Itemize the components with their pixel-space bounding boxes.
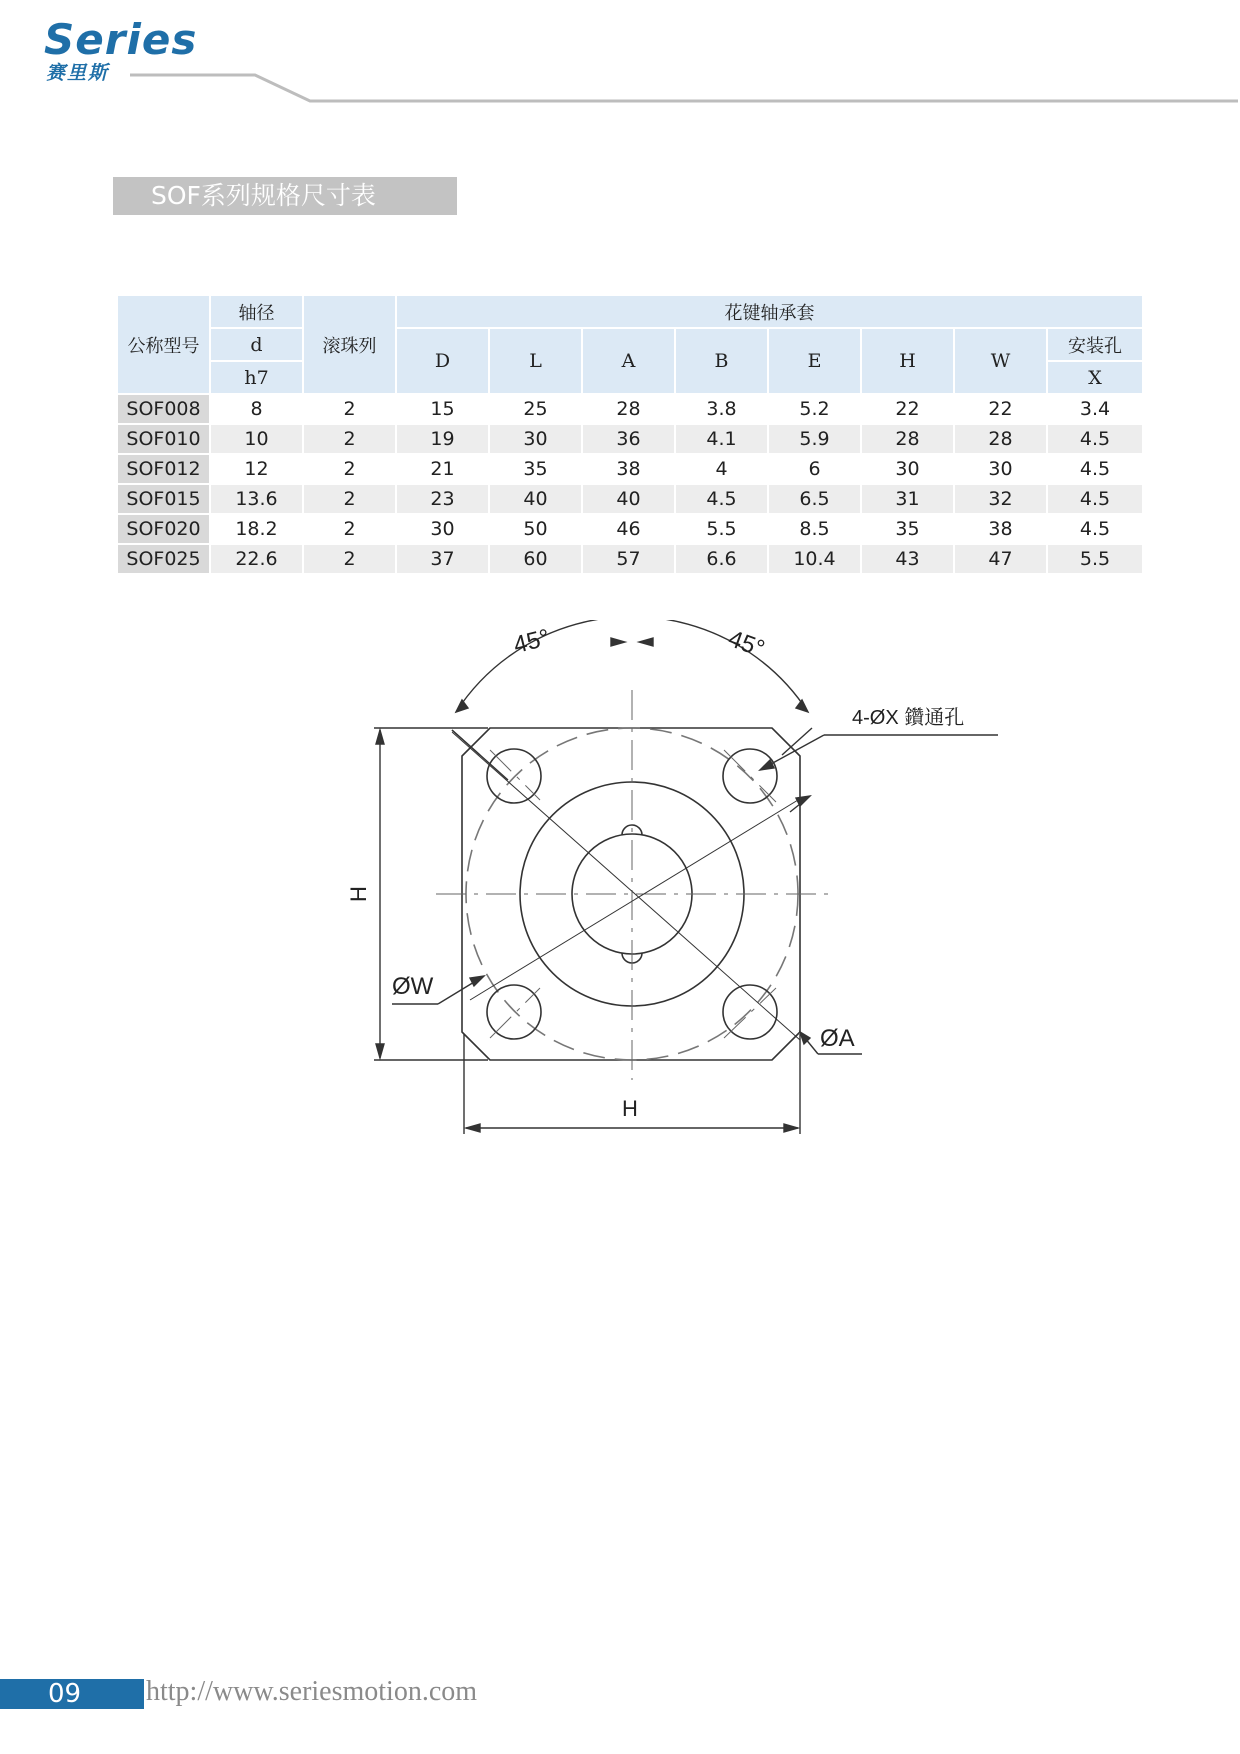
header-B: B: [675, 328, 768, 394]
header-E: E: [768, 328, 861, 394]
value-cell: 6.5: [768, 484, 861, 514]
value-cell: 4.5: [1047, 514, 1143, 544]
value-cell: 4.5: [1047, 484, 1143, 514]
spec-table: [116, 294, 1144, 575]
value-cell: 12: [210, 454, 303, 484]
value-cell: 4.5: [1047, 454, 1143, 484]
value-cell: 43: [861, 544, 954, 574]
dim-w-label: ØW: [392, 973, 434, 1000]
header-shaft-d: d: [210, 328, 303, 361]
header-H: H: [861, 328, 954, 394]
value-cell: 57: [582, 544, 675, 574]
value-cell: 28: [582, 394, 675, 424]
angle-right-label: 45°: [724, 625, 769, 663]
value-cell: 2: [303, 484, 396, 514]
header-L: L: [489, 328, 582, 394]
value-cell: 28: [954, 424, 1047, 454]
header-D: D: [396, 328, 489, 394]
model-cell: SOF012: [117, 454, 210, 484]
value-cell: 3.8: [675, 394, 768, 424]
table-row: [117, 544, 1143, 574]
value-cell: 31: [861, 484, 954, 514]
value-cell: 5.5: [1047, 544, 1143, 574]
value-cell: 10: [210, 424, 303, 454]
table-row: [117, 484, 1143, 514]
hole-callout: 4-ØX 鑽通孔: [852, 707, 965, 729]
header-mount-x: X: [1047, 361, 1143, 394]
value-cell: 2: [303, 514, 396, 544]
value-cell: 35: [489, 454, 582, 484]
model-cell: SOF020: [117, 514, 210, 544]
value-cell: 50: [489, 514, 582, 544]
value-cell: 2: [303, 544, 396, 574]
dim-h-vertical: H: [346, 886, 371, 902]
value-cell: 6.6: [675, 544, 768, 574]
value-cell: 30: [954, 454, 1047, 484]
header-shaft-h7: h7: [210, 361, 303, 394]
table-header-row: [117, 295, 1143, 328]
value-cell: 19: [396, 424, 489, 454]
value-cell: 5.5: [675, 514, 768, 544]
value-cell: 2: [303, 424, 396, 454]
header-group: 花键轴承套: [396, 295, 1143, 328]
value-cell: 40: [582, 484, 675, 514]
value-cell: 60: [489, 544, 582, 574]
value-cell: 46: [582, 514, 675, 544]
value-cell: 10.4: [768, 544, 861, 574]
table-body: [117, 394, 1143, 574]
value-cell: 4.5: [675, 484, 768, 514]
value-cell: 8.5: [768, 514, 861, 544]
value-cell: 3.4: [1047, 394, 1143, 424]
website-url[interactable]: http://www.seriesmotion.com: [146, 1676, 478, 1707]
model-cell: SOF008: [117, 394, 210, 424]
value-cell: 37: [396, 544, 489, 574]
value-cell: 5.9: [768, 424, 861, 454]
value-cell: 30: [396, 514, 489, 544]
value-cell: 22.6: [210, 544, 303, 574]
model-cell: SOF010: [117, 424, 210, 454]
header-mount: 安装孔: [1047, 328, 1143, 361]
value-cell: 4.5: [1047, 424, 1143, 454]
value-cell: 35: [861, 514, 954, 544]
mount-hole-tl: [487, 749, 541, 803]
value-cell: 8: [210, 394, 303, 424]
value-cell: 15: [396, 394, 489, 424]
value-cell: 23: [396, 484, 489, 514]
header-shaft: 轴径: [210, 295, 303, 328]
header-W: W: [954, 328, 1047, 394]
dim-a-label: ØA: [820, 1025, 855, 1052]
value-cell: 38: [582, 454, 675, 484]
value-cell: 30: [489, 424, 582, 454]
angle-left-label: 45°: [510, 624, 553, 660]
value-cell: 30: [861, 454, 954, 484]
dim-h-horizontal: H: [622, 1096, 638, 1121]
header-model: 公称型号: [117, 295, 210, 394]
value-cell: 40: [489, 484, 582, 514]
table-row: [117, 394, 1143, 424]
section-title: SOF系列规格尺寸表: [113, 177, 457, 215]
logo-wordmark: Series: [44, 15, 198, 64]
value-cell: 6: [768, 454, 861, 484]
company-logo: [44, 15, 198, 84]
value-cell: 47: [954, 544, 1047, 574]
model-cell: SOF015: [117, 484, 210, 514]
header-A: A: [582, 328, 675, 394]
table-row: [117, 514, 1143, 544]
value-cell: 21: [396, 454, 489, 484]
value-cell: 18.2: [210, 514, 303, 544]
value-cell: 5.2: [768, 394, 861, 424]
value-cell: 4.1: [675, 424, 768, 454]
value-cell: 2: [303, 454, 396, 484]
value-cell: 28: [861, 424, 954, 454]
table-row: [117, 454, 1143, 484]
logo-chinese-name: 赛里斯: [46, 62, 110, 84]
header-balls: 滚珠列: [303, 295, 396, 394]
value-cell: 2: [303, 394, 396, 424]
value-cell: 22: [954, 394, 1047, 424]
mount-hole-bl: [487, 985, 541, 1039]
page-number: 09: [0, 1679, 144, 1709]
value-cell: 13.6: [210, 484, 303, 514]
value-cell: 38: [954, 514, 1047, 544]
value-cell: 25: [489, 394, 582, 424]
value-cell: 36: [582, 424, 675, 454]
model-cell: SOF025: [117, 544, 210, 574]
table-row: [117, 424, 1143, 454]
value-cell: 22: [861, 394, 954, 424]
flange-drawing: [340, 620, 1020, 1140]
value-cell: 32: [954, 484, 1047, 514]
value-cell: 4: [675, 454, 768, 484]
